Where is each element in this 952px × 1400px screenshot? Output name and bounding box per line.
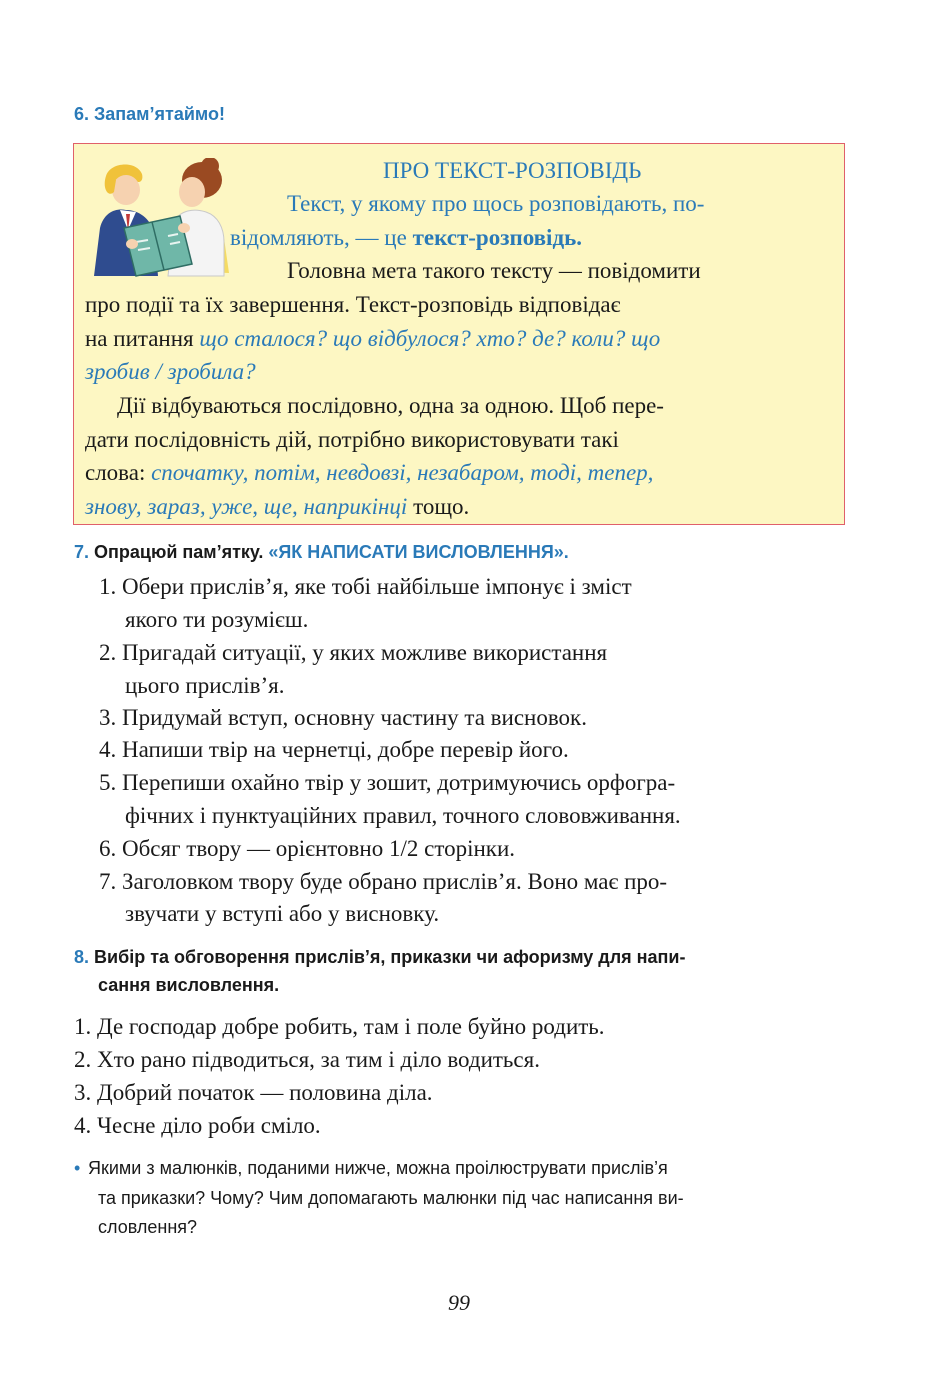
proverb-item: 1. Де господар добре робить, там і поле буйно родить. xyxy=(74,1014,605,1039)
list-item: цього прислів’я. xyxy=(125,673,285,698)
list-item: 1. Обери прислів’я, яке тобі найбільше імпонує і зміст xyxy=(99,574,632,599)
list-item: якого ти розумієш. xyxy=(125,607,309,632)
rule-heading: ПРО ТЕКСТ-РОЗПОВІДЬ xyxy=(383,158,642,183)
rule-line: дати послідовність дій, потрібно використовувати такі xyxy=(85,427,619,452)
question-line: та приказки? Чому? Чим допомагають малюнки під час написання ви- xyxy=(98,1188,684,1208)
list-item: 3. Придумай вступ, основну частину та висновок. xyxy=(99,705,587,730)
rule-line: відомляють, — це текст-розповідь. xyxy=(230,225,582,250)
rule-line: Текст, у якому про щось розповідають, по- xyxy=(287,191,705,216)
proverb-item: 2. Хто рано підводиться, за тим і діло водиться. xyxy=(74,1047,540,1072)
list-item: 7. Заголовком твору буде обрано прислів’я. Воно має про- xyxy=(99,869,668,894)
section-8-title: 8. Вибір та обговорення прислів’я, приказки чи афоризму для напи- xyxy=(74,947,686,967)
question-line: словлення? xyxy=(98,1217,198,1237)
proverb-item: 4. Чесне діло роби сміло. xyxy=(74,1113,321,1138)
rule-box xyxy=(73,143,845,525)
rule-line: на питання що сталося? що відбулося? хто? де? коли? що xyxy=(85,326,661,351)
question-line: Якими з малюнків, поданими нижче, можна проілюструвати прислів’я xyxy=(88,1158,668,1178)
rule-line: знову, зараз, уже, ще, наприкінці тощо. xyxy=(85,494,470,519)
list-item: 6. Обсяг твору — орієнтовно 1/2 сторінки. xyxy=(99,836,515,861)
bullet-icon: • xyxy=(74,1158,81,1178)
section-7-title: 7. Опрацюй пам’ятку. «ЯК НАПИСАТИ ВИСЛОВЛЕННЯ». xyxy=(74,542,569,562)
list-item: фічних і пунктуаційних правил, точного слововживання. xyxy=(125,803,681,828)
page-number: 99 xyxy=(448,1290,470,1315)
list-item: 2. Пригадай ситуації, у яких можливе використання xyxy=(99,640,608,665)
section-8-title-cont: сання висловлення. xyxy=(98,975,280,995)
rule-line: слова: спочатку, потім, невдовзі, незабаром, тоді, тепер, xyxy=(85,460,654,485)
section-6-title: 6. Запам’ятаймо! xyxy=(74,104,225,124)
list-item: 5. Перепиши охайно твір у зошит, дотримуючись орфогра- xyxy=(99,770,676,795)
list-item: звучати у вступі або у висновку. xyxy=(125,901,440,926)
rule-line: про події та їх завершення. Текст-розповідь відповідає xyxy=(85,292,621,317)
rule-line: Головна мета такого тексту — повідомити xyxy=(287,258,701,283)
proverb-item: 3. Добрий початок — половина діла. xyxy=(74,1080,433,1105)
children-reading-illustration xyxy=(84,158,234,278)
list-item: 4. Напиши твір на чернетці, добре перевір його. xyxy=(99,737,569,762)
rule-line: зробив / зробила? xyxy=(85,359,256,384)
rule-line: Дії відбуваються послідовно, одна за одною. Щоб пере- xyxy=(117,393,664,418)
